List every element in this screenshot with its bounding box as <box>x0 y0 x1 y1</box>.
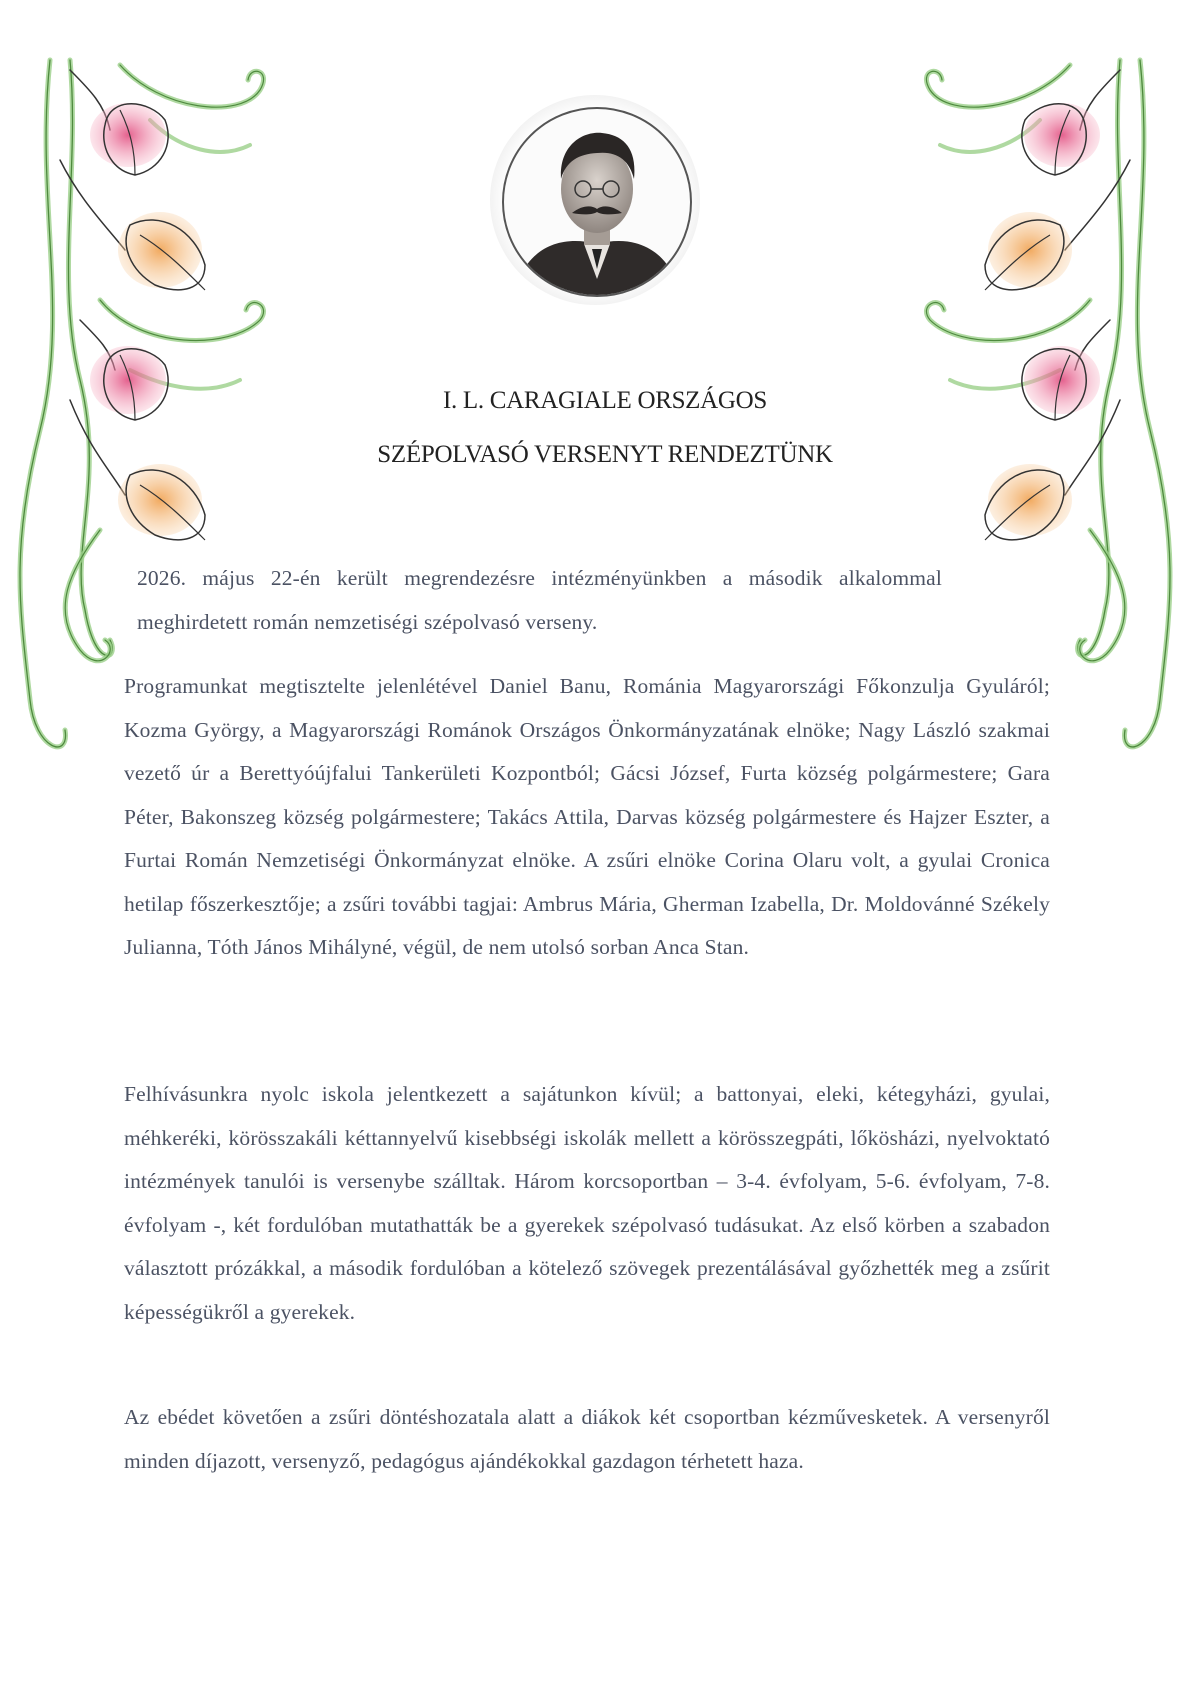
paragraph-intro: 2026. május 22-én került megrendezésre intézményünkben a második alkalommal meghirdetett román nemzetiségi szépolvasó verseny. <box>137 566 942 634</box>
portrait-frame <box>490 95 700 305</box>
title-line-2: SZÉPOLVASÓ VERSENYT RENDEZTÜNK <box>377 441 833 468</box>
paragraph-schools: Felhívásunkra nyolc iskola jelentkezett a sajátunkon kívül; a battonyai, eleki, kétegyházi, gyulai, méhkeréki, körösszakáli kéttannyelvű kisebbségi iskolák mellett a körösszegpáti, lőkösházi, nyelvoktató intézmények tanulói is versenybe szálltak. Három korcsoportban – 3-4. évfolyam, 5-6. évfolyam, 7-8. évfolyam -, két fordulóban mutathatták be a gyerekek szépolvasó tudásukat. Az első körben a szabadon választott prózákkal, a második fordulóban a kötelező szövegek prezentálásával győzhették meg a zsűrit képességükről a gyerekek. <box>124 1082 1050 1324</box>
page-title <box>240 374 970 482</box>
title-line-1: I. L. CARAGIALE ORSZÁGOS <box>442 387 768 414</box>
paragraph-guests: Programunkat megtisztelte jelenlétével Daniel Banu, Románia Magyarországi Főkonzulja Gyuláról; Kozma György, a Magyarországi Románok Országos Önkormányzatának elnöke; Nagy László szakmai vezető úr a Berettyóújfalui Tankerületi Kozpontból; Gácsi József, Furta község polgármestere; Gara Péter, Bakonszeg község polgármestere; Takács Attila, Darvas község polgármestere és Hajzer Eszter, a Furtai Román Nemzetiségi Önkormányzat elnöke. A zsűri elnöke Corina Olaru volt, a gyulai Cronica hetilap főszerkesztője; a zsűri további tagjai: Ambrus Mária, Gherman Izabella, Dr. Moldovánné Székely Julianna, Tóth János Mihályné, végül, de nem utolsó sorban Anca Stan. <box>124 674 1050 959</box>
paragraph-closing: Az ebédet követően a zsűri döntéshozatala alatt a diákok két csoportban kézművesketek. A versenyről minden díjazott, versenyző, pedagógus ajándékokkal gazdagon térhetett haza. <box>124 1405 1050 1473</box>
portrait-photo <box>502 107 692 297</box>
